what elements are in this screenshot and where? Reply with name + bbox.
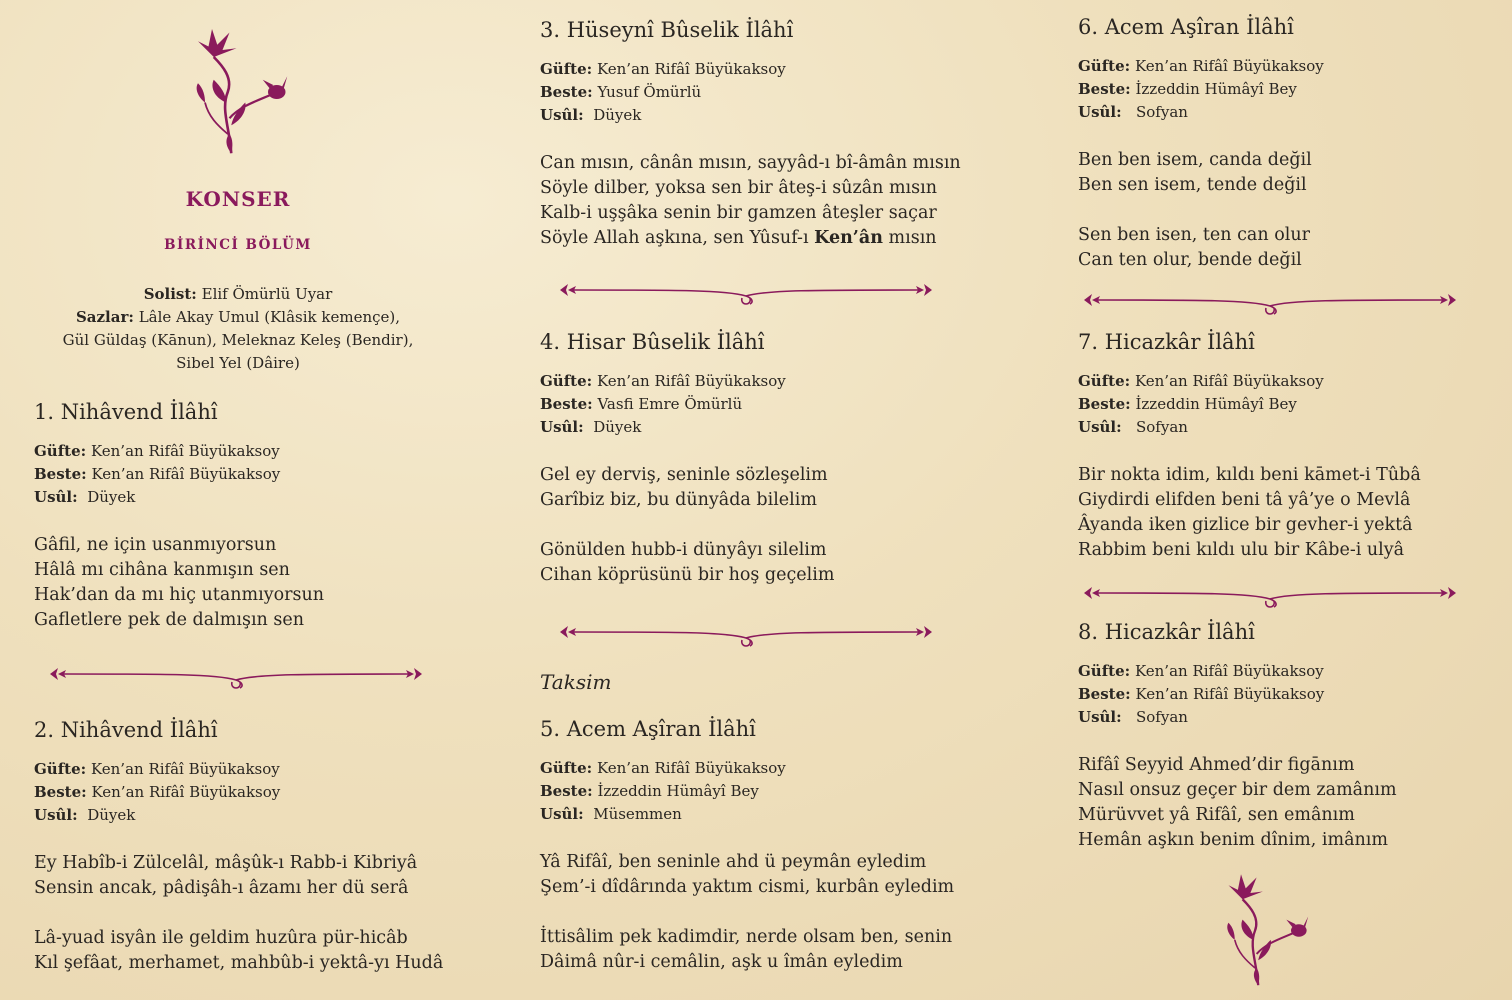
verse-line: Sensin ancak, pâdişâh-ı âzamı her dü serâ	[34, 878, 409, 898]
usul-label: Usûl:	[34, 806, 78, 824]
verse-line: Cihan köprüsünü bir hoş geçelim	[540, 565, 835, 585]
flower-ornament-bottom	[1206, 868, 1326, 997]
verse-line: Can mısın, cânân mısın, sayyâd-ı bî-âmân mısın	[540, 153, 961, 173]
beste-value: Ken’an Rifâî Büyükaksoy	[91, 783, 281, 801]
beste-label: Beste:	[540, 395, 593, 413]
flower-ornament-top	[170, 22, 310, 166]
usul-value: Sofyan	[1135, 418, 1188, 436]
verse-line: Ey Habîb-i Zülcelâl, mâşûk-ı Rabb-i Kibriyâ	[34, 853, 418, 873]
verse-line: Ben ben isem, canda değil	[1078, 150, 1312, 170]
verse-line: Hemân aşkın benim dînim, imânım	[1078, 830, 1388, 850]
gufte-label: Güfte:	[540, 759, 593, 777]
usul-value: Sofyan	[1135, 103, 1188, 121]
piece-1	[34, 400, 324, 633]
verse-line: Gafletlere pek de dalmışın sen	[34, 610, 305, 630]
beste-label: Beste:	[540, 782, 593, 800]
verse-line: Bir nokta idim, kıldı beni kāmet-i Tûbâ	[1078, 465, 1421, 485]
piece-8	[1078, 620, 1397, 853]
gufte-value: Ken’an Rifâî Büyükaksoy	[90, 760, 280, 778]
piece-title: 8. Hicazkâr İlâhî	[1078, 620, 1255, 644]
beste-value: Ken’an Rifâî Büyükaksoy	[91, 465, 281, 483]
sazlar-label: Sazlar:	[75, 308, 134, 326]
beste-value: İzzeddin Hümâyî Bey	[1135, 395, 1297, 413]
gufte-value: Ken’an Rifâî Büyükaksoy	[596, 759, 786, 777]
verse-line: Gönülden hubb-i dünyâyı silelim	[540, 540, 827, 560]
sazlar-line-3: Sibel Yel (Dâire)	[176, 354, 300, 372]
verse-line: Mürüvvet yâ Rifâî, sen emânım	[1078, 805, 1355, 825]
usul-label: Usûl:	[540, 106, 584, 124]
verse-line: Nasıl onsuz geçer bir dem zamânım	[1078, 780, 1397, 800]
beste-label: Beste:	[34, 465, 87, 483]
piece-4	[540, 330, 834, 588]
gufte-value: Ken’an Rifâî Büyükaksoy	[596, 60, 786, 78]
gufte-label: Güfte:	[1078, 372, 1131, 390]
concert-title: KONSER	[185, 187, 291, 211]
divider-ornament	[1078, 290, 1462, 320]
verse-line: Söyle dilber, yoksa sen bir âteş-i sûzân mısın	[540, 178, 938, 198]
beste-value: Yusuf Ömürlü	[597, 83, 702, 101]
solist-label: Solist:	[143, 285, 197, 303]
piece-title: 1. Nihâvend İlâhî	[34, 400, 218, 424]
verse-line: Gel ey derviş, seninle sözleşelim	[540, 465, 828, 485]
verse-line: Can ten olur, bende değil	[1078, 250, 1302, 270]
beste-value: İzzeddin Hümâyî Bey	[1135, 80, 1297, 98]
divider-icon	[1078, 583, 1462, 613]
verse-text: Söyle Allah aşkına, sen Yûsuf-ı	[540, 228, 815, 248]
divider-ornament	[1078, 583, 1462, 613]
piece-title: 5. Acem Aşîran İlâhî	[540, 717, 756, 741]
piece-title: 3. Hüseynî Bûselik İlâhî	[540, 18, 794, 42]
gufte-value: Ken’an Rifâî Büyükaksoy	[596, 372, 786, 390]
piece-6	[1078, 15, 1324, 273]
verse-line: Rifâî Seyyid Ahmed’dir figānım	[1078, 755, 1355, 775]
beste-label: Beste:	[1078, 395, 1131, 413]
verse-line: Kıl şefâat, merhamet, mahbûb-i yektâ-yı Hudâ	[34, 953, 444, 973]
usul-value: Düyek	[593, 106, 642, 124]
divider-ornament	[554, 280, 938, 310]
flower-icon	[170, 22, 310, 162]
usul-value: Müsemmen	[593, 805, 682, 823]
divider-ornament	[554, 622, 938, 652]
usul-label: Usûl:	[1078, 103, 1122, 121]
divider-icon	[554, 622, 938, 652]
piece-title: 4. Hisar Bûselik İlâhî	[540, 330, 765, 354]
performers	[33, 283, 443, 375]
verse-line: Şem’-i dîdârında yaktım cismi, kurbân eyledim	[540, 877, 955, 897]
sazlar-line-1: Lâle Akay Umul (Klâsik kemençe),	[138, 308, 401, 326]
verse-line: Hak’dan da mı hiç utanmıyorsun	[34, 585, 325, 605]
verse-line: Ben sen isem, tende değil	[1078, 175, 1307, 195]
gufte-label: Güfte:	[540, 60, 593, 78]
beste-label: Beste:	[1078, 685, 1131, 703]
piece-2	[34, 718, 443, 976]
verse-line: Yâ Rifâî, ben seninle ahd ü peymân eyledim	[540, 852, 927, 872]
gufte-value: Ken’an Rifâî Büyükaksoy	[1134, 57, 1324, 75]
verse-line	[540, 226, 961, 251]
gufte-label: Güfte:	[1078, 57, 1131, 75]
verse-text: mısın	[882, 228, 937, 248]
verse-line: Hâlâ mı cihâna kanmışın sen	[34, 560, 290, 580]
piece-title: 6. Acem Aşîran İlâhî	[1078, 15, 1294, 39]
verse-line: Garîbiz biz, bu dünyâda bilelim	[540, 490, 817, 510]
beste-label: Beste:	[34, 783, 87, 801]
verse-line: Dâimâ nûr-i cemâlin, aşk u îmân eyledim	[540, 952, 903, 972]
beste-value: Vasfi Emre Ömürlü	[597, 395, 743, 413]
verse-line: Sen ben isen, ten can olur	[1078, 225, 1310, 245]
beste-value: İzzeddin Hümâyî Bey	[597, 782, 759, 800]
gufte-label: Güfte:	[1078, 662, 1131, 680]
divider-icon	[554, 280, 938, 310]
divider-icon	[44, 664, 428, 694]
usul-label: Usûl:	[1078, 418, 1122, 436]
verse-line: Âyanda iken gizlice bir gevher-i yektâ	[1078, 515, 1413, 535]
verse-line: Lâ-yuad isyân ile geldim huzûra pür-hicâb	[34, 928, 408, 948]
piece-7	[1078, 330, 1421, 563]
gufte-label: Güfte:	[34, 760, 87, 778]
gufte-label: Güfte:	[34, 442, 87, 460]
verse-bold-name: Ken’ân	[814, 228, 883, 248]
usul-value: Düyek	[87, 488, 136, 506]
usul-value: Düyek	[87, 806, 136, 824]
taksim-label: Taksim	[540, 670, 612, 694]
verse-line: Gâfil, ne için usanmıyorsun	[34, 535, 277, 555]
beste-value: Ken’an Rifâî Büyükaksoy	[1135, 685, 1325, 703]
divider-ornament	[44, 664, 428, 694]
sazlar-line-2: Gül Güldaş (Kānun), Meleknaz Keleş (Bendir),	[62, 331, 414, 349]
piece-3	[540, 18, 961, 251]
usul-label: Usûl:	[1078, 708, 1122, 726]
verse-line: Rabbim beni kıldı ulu bir Kâbe-i ulyâ	[1078, 540, 1405, 560]
gufte-label: Güfte:	[540, 372, 593, 390]
section-title: BİRİNCİ BÖLÜM	[164, 237, 312, 253]
usul-label: Usûl:	[34, 488, 78, 506]
verse-line: Kalb-i uşşâka senin bir gamzen âteşler saçar	[540, 203, 937, 223]
divider-icon	[1078, 290, 1462, 320]
piece-5	[540, 717, 954, 975]
piece-title: 2. Nihâvend İlâhî	[34, 718, 218, 742]
usul-value: Sofyan	[1135, 708, 1188, 726]
flower-icon	[1206, 868, 1326, 993]
usul-value: Düyek	[593, 418, 642, 436]
gufte-value: Ken’an Rifâî Büyükaksoy	[1134, 662, 1324, 680]
beste-label: Beste:	[1078, 80, 1131, 98]
solist-name: Elif Ömürlü Uyar	[201, 285, 333, 303]
beste-label: Beste:	[540, 83, 593, 101]
verse-line: İttisâlim pek kadimdir, nerde olsam ben, senin	[540, 927, 953, 947]
gufte-value: Ken’an Rifâî Büyükaksoy	[90, 442, 280, 460]
gufte-value: Ken’an Rifâî Büyükaksoy	[1134, 372, 1324, 390]
verse-line: Giydirdi elifden beni tâ yâ’ye o Mevlâ	[1078, 490, 1411, 510]
piece-title: 7. Hicazkâr İlâhî	[1078, 330, 1255, 354]
usul-label: Usûl:	[540, 805, 584, 823]
usul-label: Usûl:	[540, 418, 584, 436]
